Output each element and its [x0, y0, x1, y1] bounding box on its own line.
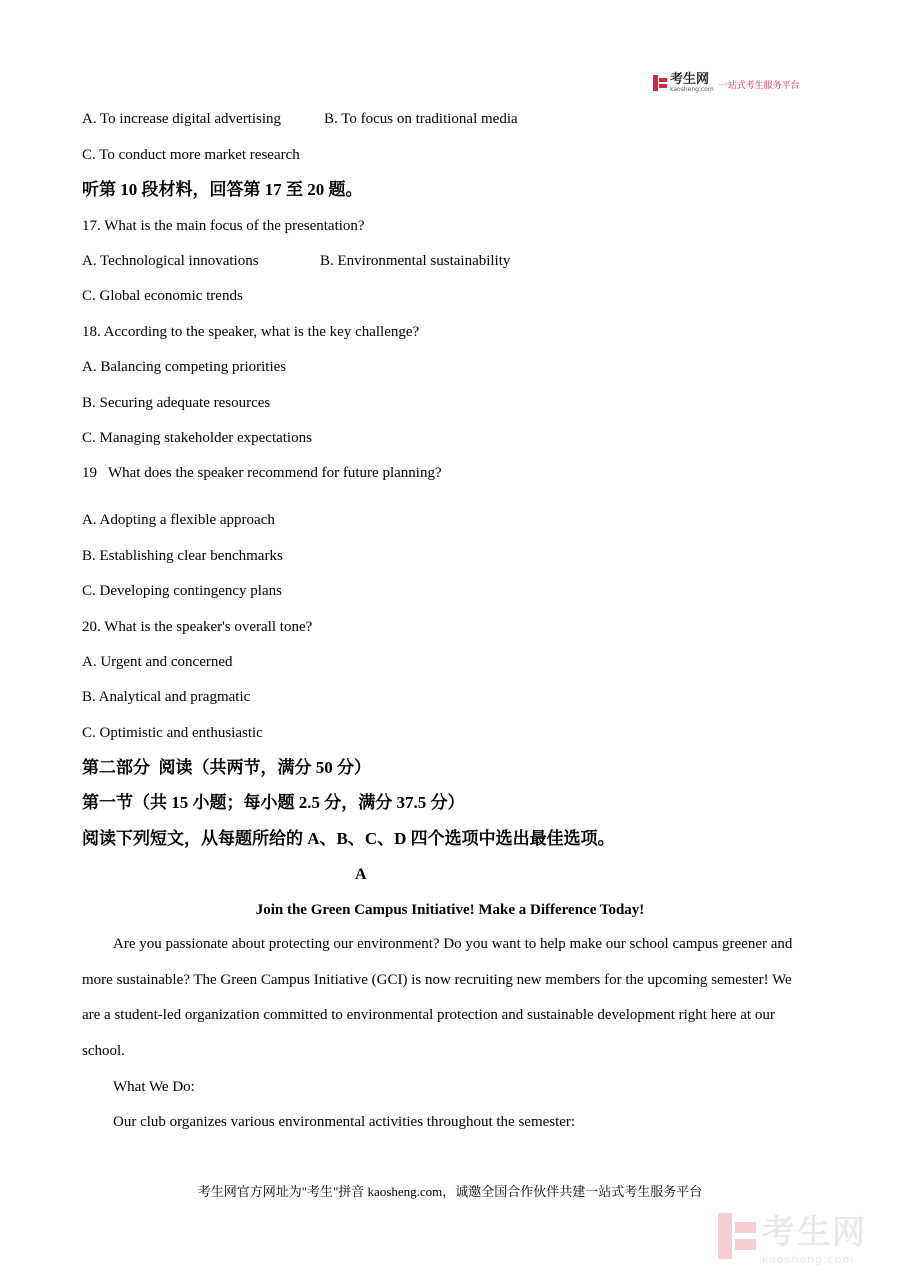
q18-stem: 18. According to the speaker, what is the key challenge? [82, 324, 420, 340]
q19-option-c: C. Developing contingency plans [82, 583, 282, 599]
header-logo [653, 73, 800, 93]
q17-option-b: B. Environmental sustainability [320, 253, 511, 269]
q20-option-b: B. Analytical and pragmatic [82, 689, 251, 705]
q17-option-a: A. Technological innovations [82, 253, 259, 269]
watermark-domain: kaosheng.com [762, 1253, 855, 1266]
section1-heading: 第一节（共 15 小题；每小题 2.5 分，满分 37.5 分） [82, 793, 465, 812]
q16-option-b: B. To focus on traditional media [324, 111, 518, 127]
watermark-name: 考生网 [762, 1212, 867, 1251]
q19-stem: 19 What does the speaker recommend for future planning? [82, 465, 442, 481]
watermark-logo-icon [718, 1213, 756, 1259]
part2-heading: 第二部分 阅读（共两节，满分 50 分） [82, 758, 371, 777]
watermark [718, 1206, 867, 1266]
passage-paragraph-1: Are you passionate about protecting our environment? Do you want to help make our school campus greener and more sustainable? The Green Campus Initiative (GCI) is now recruiting new members for the upcoming semester! We are a student-led organization committed to environmental protection and sustainable development right here at our school. [82, 936, 793, 1059]
passage-title: Join the Green Campus Initiative! Make a Difference Today! [255, 902, 645, 918]
section10-heading: 听第 10 段材料，回答第 17 至 20 题。 [82, 180, 363, 199]
kaosheng-logo-icon [653, 75, 667, 91]
passage-label: A [355, 866, 367, 883]
logo-name: 考生网 [670, 72, 710, 87]
q19-option-a: A. Adopting a flexible approach [82, 512, 275, 528]
q18-option-a: A. Balancing competing priorities [82, 359, 287, 375]
q17-stem: 17. What is the main focus of the presentation? [82, 218, 365, 234]
q18-option-c: C. Managing stakeholder expectations [82, 430, 312, 446]
what-we-do-heading: What We Do: [113, 1079, 195, 1095]
header-slogan: 一站式考生服务平台 [718, 80, 800, 91]
q16-option-c: C. To conduct more market research [82, 147, 300, 163]
logo-domain: kaosheng.com [670, 86, 714, 93]
q20-option-a: A. Urgent and concerned [82, 654, 233, 670]
q20-stem: 20. What is the speaker's overall tone? [82, 619, 313, 635]
reading-instruction: 阅读下列短文，从每题所给的 A、B、C、D 四个选项中选出最佳选项。 [82, 829, 615, 848]
q18-option-b: B. Securing adequate resources [82, 395, 271, 411]
footer-text: 考生网官方网址为"考生"拼音 kaosheng.com，诚邀全国合作伙伴共建一站式考生服务平台 [197, 1184, 703, 1199]
q17-option-c: C. Global economic trends [82, 288, 243, 304]
activities-intro: Our club organizes various environmental activities throughout the semester: [113, 1114, 576, 1130]
q20-option-c: C. Optimistic and enthusiastic [82, 725, 263, 741]
q19-option-b: B. Establishing clear benchmarks [82, 548, 283, 564]
q16-option-a: A. To increase digital advertising [82, 111, 282, 127]
